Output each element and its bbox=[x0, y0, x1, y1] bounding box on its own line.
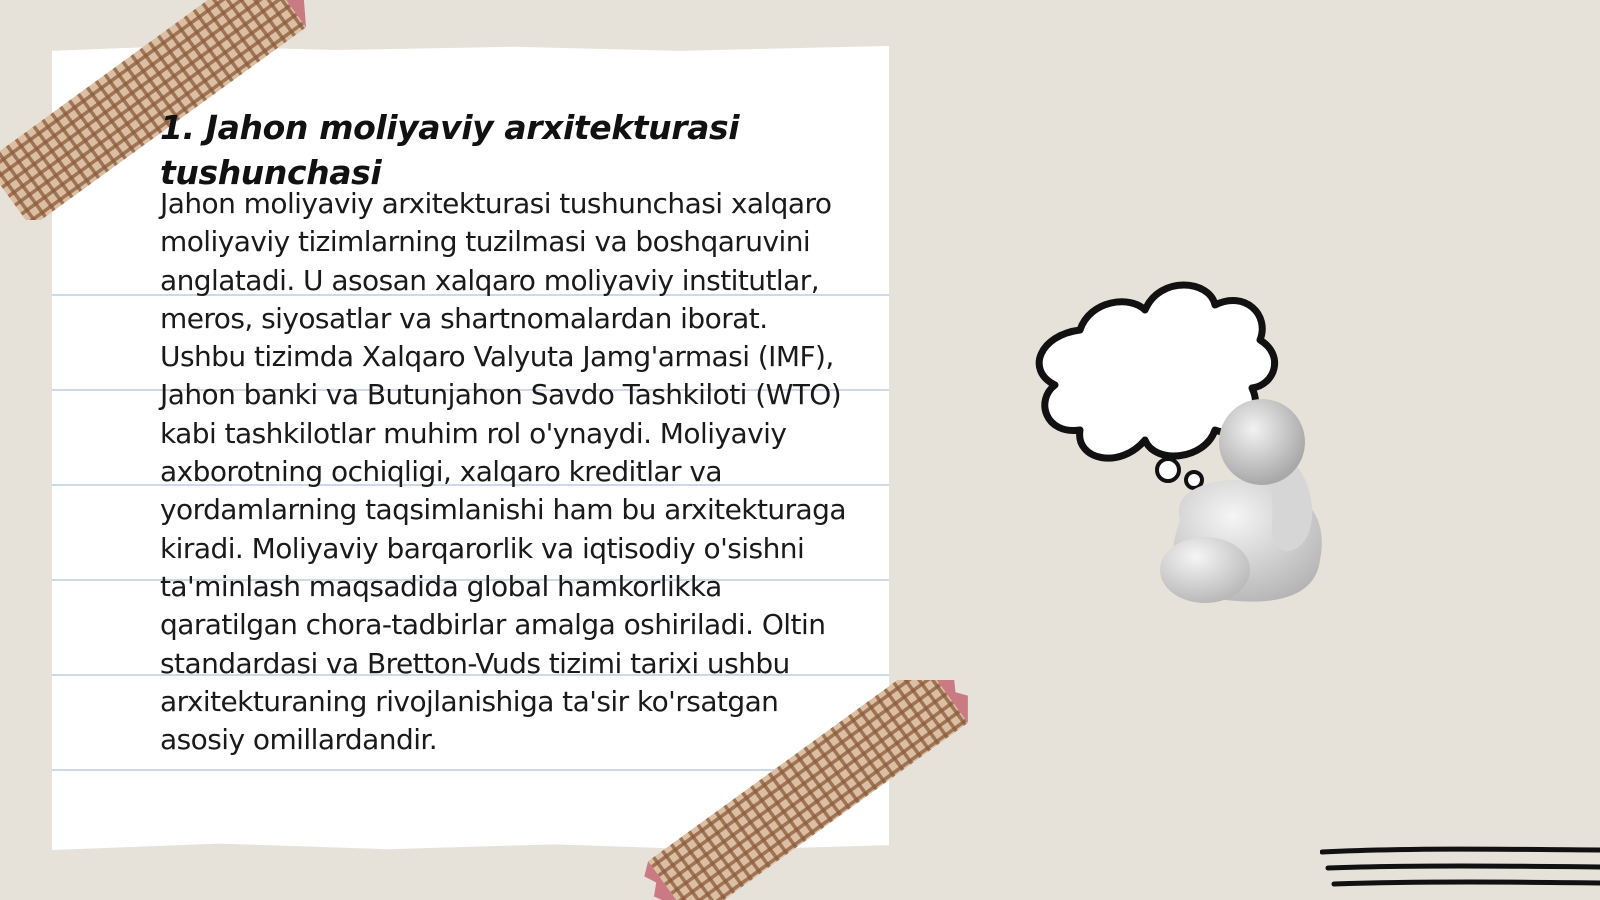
thinking-person-icon bbox=[1020, 270, 1350, 620]
slide-title: 1. Jahon moliyaviy arxitekturasi tushunchasi bbox=[160, 108, 740, 192]
body-paragraph: Jahon moliyaviy arxitekturasi tushunchasi xalqaro moliyaviy tizimlarning tuzilmasi va boshqaruvini anglatadi. U asosan xalqaro moliyaviy institutlar, meros, siyosatlar va shartnomalardan iborat. Ushbu tizimda Xalqaro Valyuta Jamg'armasi (IMF), Jahon banki va Butunjahon Savdo Tashkiloti (WTO) kabi tashkilotlar muhim rol o'ynaydi. Moliyaviy axborotning ochiqligi, xalqaro kreditlar va yordamlarning taqsimlanishi ham bu arxitekturaga kiradi. Moliyaviy barqarorlik va iqtisodiy o'sishni ta'minlash maqsadida global hamkorlikka qaratilgan chora-tadbirlar amalga oshiriladi. Oltin standardasi va Bretton-Vuds tizimi tarixi ushbu arxitekturaning rivojlanishiga ta'sir ko'rsatgan asosiy omillardandir. bbox=[160, 187, 846, 757]
decorative-lines-icon bbox=[1320, 840, 1600, 900]
